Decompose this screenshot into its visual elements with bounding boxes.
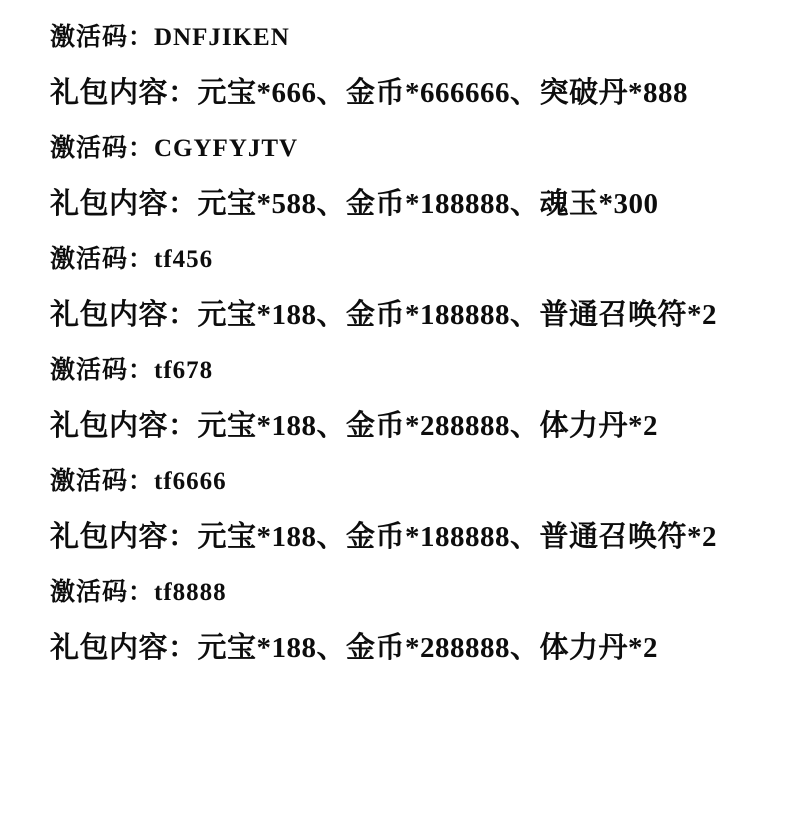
gift-content-line: 礼包内容：元宝*188、金币*188888、普通召唤符*2 xyxy=(50,299,718,332)
gift-content-line: 礼包内容：元宝*188、金币*288888、体力丹*2 xyxy=(50,632,659,665)
activation-code-line: 激活码：tf8888 xyxy=(50,579,227,607)
gift-content-line: 礼包内容：元宝*588、金币*188888、魂玉*300 xyxy=(50,188,659,221)
gift-content-line: 礼包内容：元宝*188、金币*288888、体力丹*2 xyxy=(50,410,659,443)
activation-code-line: 激活码：tf456 xyxy=(50,246,214,274)
activation-code-line: 激活码：tf6666 xyxy=(50,468,227,496)
activation-code-line: 激活码：CGYFYJTV xyxy=(50,135,299,163)
gift-content-line: 礼包内容：元宝*188、金币*188888、普通召唤符*2 xyxy=(50,521,718,554)
activation-code-line: 激活码：DNFJIKEN xyxy=(50,24,290,51)
gift-content-line: 礼包内容：元宝*666、金币*666666、突破丹*888 xyxy=(50,77,689,109)
activation-code-line: 激活码：tf678 xyxy=(50,357,214,385)
